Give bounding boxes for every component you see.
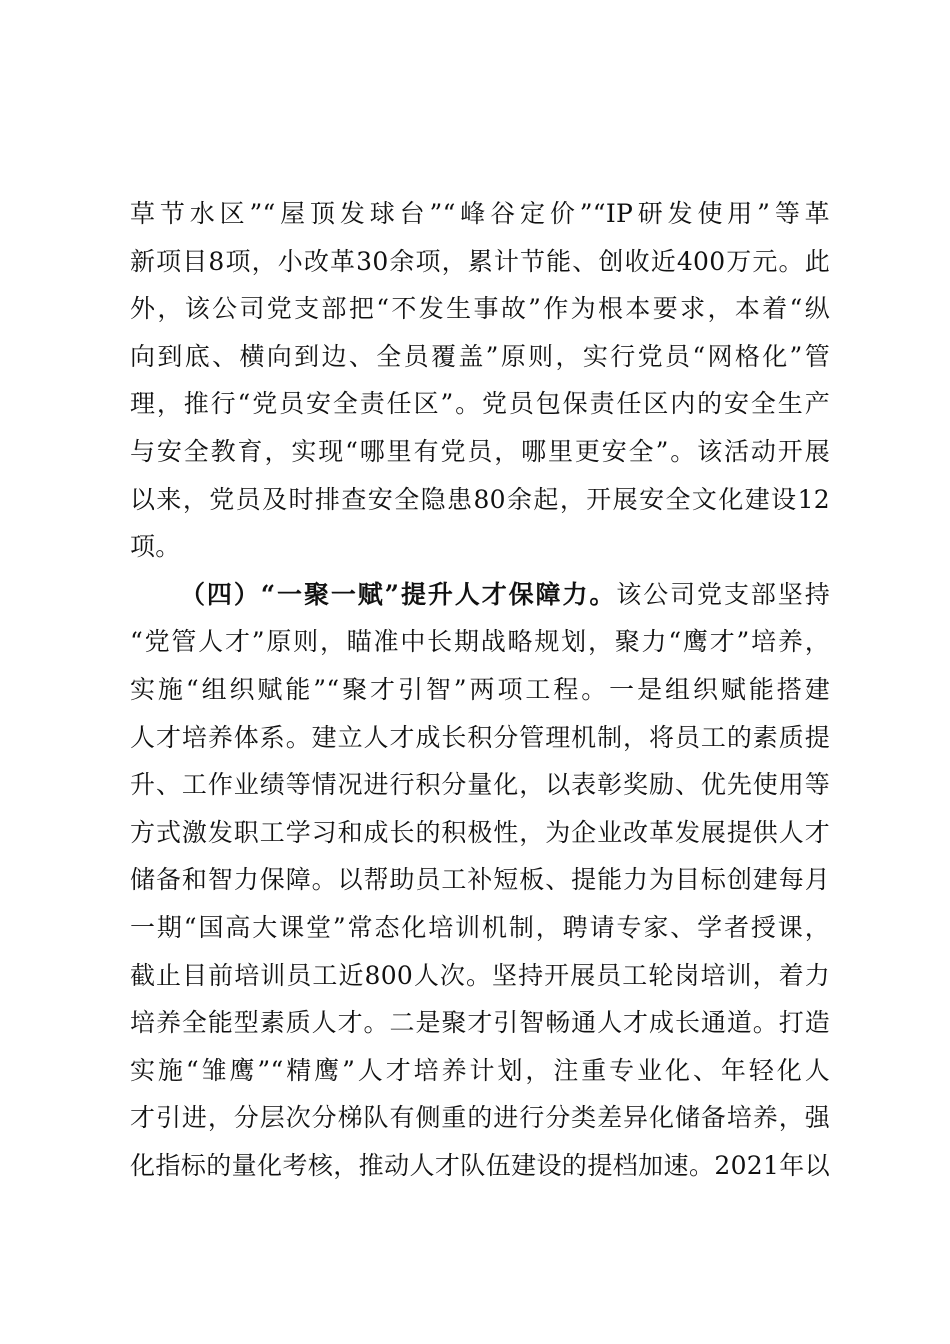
- paragraph2-line-9: 截止目前培训员工近800人次。坚持开展员工轮岗培训，着力: [130, 960, 830, 990]
- paragraph1-line-1: 草节水区”“屋顶发球台”“峰谷定价”“IP研发使用”等革: [130, 199, 830, 228]
- paragraph2-line-13: 化指标的量化考核，推动人才队伍建设的提档加速。2021年以: [130, 1150, 830, 1180]
- paragraph2-line-12: 才引进，分层次分梯队有侧重的进行分类差异化储备培养，强: [130, 1103, 830, 1133]
- paragraph1-line-6: 与安全教育，实现“哪里有党员，哪里更安全”。该活动开展: [130, 436, 830, 466]
- paragraph2-line-11: 实施“雏鹰”“精鹰”人才培养计划，注重专业化、年轻化人: [130, 1055, 830, 1085]
- paragraph2-line-3: 实施“组织赋能”“聚才引智”两项工程。一是组织赋能搭建: [130, 674, 830, 704]
- paragraph2-line-8: 一期“国高大课堂”常态化培训机制，聘请专家、学者授课，: [130, 912, 830, 942]
- paragraph2-line-4: 人才培养体系。建立人才成长积分管理机制，将员工的素质提: [130, 722, 830, 752]
- paragraph1-line-7: 以来，党员及时排查安全隐患80余起，开展安全文化建设12: [130, 484, 830, 514]
- paragraph2-line-10: 培养全能型素质人才。二是聚才引智畅通人才成长通道。打造: [130, 1008, 830, 1038]
- paragraph1-line-3: 外，该公司党支部把“不发生事故”作为根本要求，本着“纵: [130, 294, 830, 324]
- paragraph2-line-2: “党管人才”原则，瞄准中长期战略规划，聚力“鹰才”培养，: [130, 627, 830, 657]
- paragraph1-line-8: 项。: [130, 532, 181, 562]
- paragraph2-line-5: 升、工作业绩等情况进行积分量化，以表彰奖励、优先使用等: [130, 770, 830, 800]
- body-text: [130, 190, 830, 1189]
- paragraph2-line-1-rest: 该公司党支部坚持: [616, 579, 830, 609]
- paragraph2-line-7: 储备和智力保障。以帮助员工补短板、提能力为目标创建每月: [130, 865, 830, 895]
- paragraph1-line-2: 新项目8项，小改革30余项，累计节能、创收近400万元。此: [130, 246, 830, 276]
- paragraph2-line-1: [130, 571, 830, 619]
- section-heading: （四）“一聚一赋”提升人才保障力。: [180, 579, 617, 609]
- paragraph1-line-4: 向到底、横向到边、全员覆盖”原则，实行党员“网格化”管: [130, 341, 830, 371]
- paragraph1-line-5: 理，推行“党员安全责任区”。党员包保责任区内的安全生产: [130, 389, 830, 419]
- paragraph2-line-6: 方式激发职工学习和成长的积极性，为企业改革发展提供人才: [130, 817, 830, 847]
